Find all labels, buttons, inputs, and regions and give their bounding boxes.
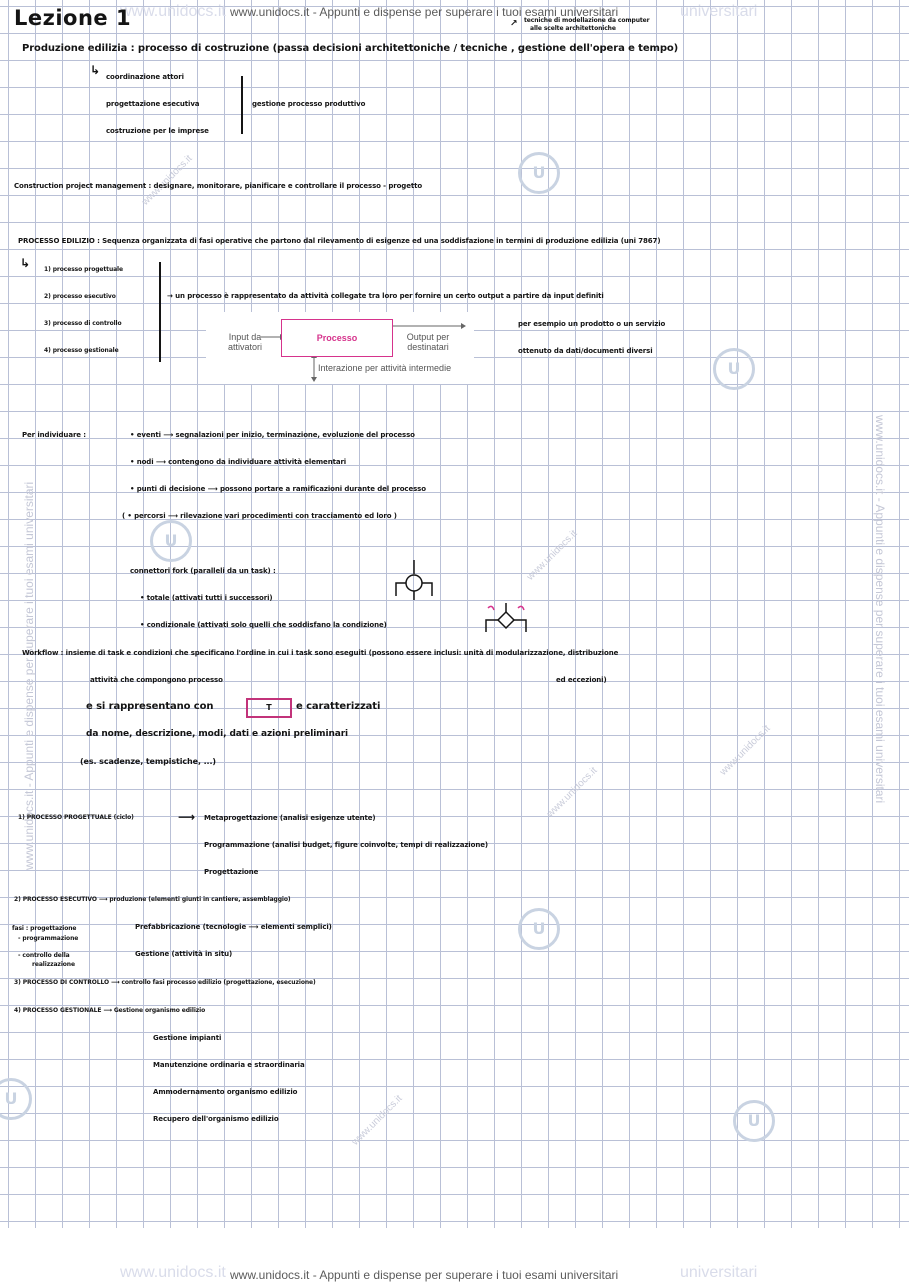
note-line: progettazione esecutiva: [106, 100, 200, 108]
note-line: per esempio un prodotto o un servizio: [518, 320, 666, 328]
note-line: attività che compongono processo: [90, 676, 223, 684]
note-line: 1) PROCESSO PROGETTUALE (ciclo): [18, 814, 134, 821]
note-line: 2) processo esecutivo: [44, 293, 116, 300]
note-line: Ammodernamento organismo edilizio: [153, 1088, 298, 1096]
arrow-icon: ↳: [90, 63, 101, 77]
note-line: gestione processo produttivo: [252, 100, 366, 108]
note-line: costruzione per le imprese: [106, 127, 209, 135]
note-line: • totale (attivati tutti i successori): [140, 594, 273, 602]
note-line: Prefabbricazione (tecnologie ⟶ elementi semplici): [135, 923, 332, 931]
note-line: Gestione impianti: [153, 1034, 222, 1042]
note-line: connettori fork (paralleli da un task) :: [130, 567, 276, 575]
unidocs-logo-icon: U: [0, 1078, 32, 1120]
page-title: Lezione 1: [14, 6, 132, 30]
note-line: - controllo della: [18, 952, 70, 959]
watermark-diag-1: www.unidocs.it: [140, 153, 195, 208]
unidocs-logo-icon: U: [713, 348, 755, 390]
note-line: e si rappresentano con: [86, 701, 214, 712]
note-line: Per individuare :: [22, 431, 86, 439]
note-line: PROCESSO EDILIZIO : Sequenza organizzata di fasi operative che partono dal rilevamento di esigenze ed una soddisfazione in termini di produzione edilizia (uni 7867): [18, 237, 661, 245]
watermark-diag-4: www.unidocs.it: [350, 1093, 405, 1148]
watermark-faint-bottom-right: universitari: [680, 1264, 758, 1281]
fork-total-icon: [392, 558, 438, 606]
brace-line: [159, 262, 161, 362]
note-line: e caratterizzati: [296, 701, 381, 712]
diagram-interaction-label: Interazione per attività intermedie: [318, 363, 452, 373]
note-line: Programmazione (analisi budget, figure coinvolte, tempi di realizzazione): [204, 841, 488, 849]
watermark-right: www.unidocs.it - Appunti e dispense per superare i tuoi esami universitari: [873, 415, 887, 804]
arrow-icon: ↳: [20, 256, 31, 270]
task-symbol: T: [246, 698, 292, 718]
note-line: realizzazione: [32, 961, 75, 968]
note-line: • punti di decisione ⟶ possono portare a ramificazioni durante del processo: [130, 485, 426, 493]
unidocs-logo-icon: U: [150, 520, 192, 562]
note-line: ( • percorsi ⟶ rilevazione vari procedimenti con tracciamento ed loro ): [122, 512, 397, 520]
watermark-diag-2: www.unidocs.it: [525, 528, 580, 583]
note-line: Gestione (attività in situ): [135, 950, 233, 958]
note-line: 2) PROCESSO ESECUTIVO ⟶ produzione (elementi giunti in cantiere, assemblaggio): [14, 896, 291, 903]
unidocs-logo-icon: U: [518, 908, 560, 950]
note-line: ed eccezioni): [556, 676, 607, 684]
note-line: ottenuto da dati/documenti diversi: [518, 347, 653, 355]
watermark-top: www.unidocs.it - Appunti e dispense per superare i tuoi esami universitari: [230, 5, 619, 19]
unidocs-logo-icon: U: [733, 1100, 775, 1142]
note-line: - programmazione: [18, 935, 79, 942]
watermark-left: www.unidocs.it - Appunti e dispense per superare i tuoi esami universitari: [22, 481, 36, 870]
fork-conditional-icon: [482, 602, 534, 638]
note-line: 4) PROCESSO GESTIONALE ⟶ Gestione organismo edilizio: [14, 1007, 206, 1014]
diagram-process-box: Processo: [281, 319, 393, 357]
note-line: coordinazione attori: [106, 73, 184, 81]
note-line: Metaprogettazione (analisi esigenze utente): [204, 814, 376, 822]
watermark-diag-5: www.unidocs.it: [545, 765, 600, 820]
note-line: 3) PROCESSO DI CONTROLLO ⟶ controllo fasi processo edilizio (progettazione, esecuzione): [14, 979, 316, 986]
watermark-faint-bottom-left: www.unidocs.it: [120, 1264, 226, 1281]
note-line: Progettazione: [204, 868, 259, 876]
note-line: • condizionale (attivati solo quelli che soddisfano la condizione): [140, 621, 387, 629]
note-line: 4) processo gestionale: [44, 347, 119, 354]
note-line: fasi : progettazione: [12, 925, 77, 932]
watermark-faint-top-left: www.unidocs.it: [120, 3, 226, 20]
watermark-bottom: www.unidocs.it - Appunti e dispense per superare i tuoi esami universitari: [230, 1268, 619, 1282]
diagram-output-label: Output per destinatari: [406, 332, 450, 353]
note-line: da nome, descrizione, modi, dati e azioni preliminari: [86, 729, 349, 739]
arrow-icon: ↗: [510, 19, 518, 29]
watermark-faint-top-right: universitari: [680, 3, 758, 20]
note-line: 1) processo progettuale: [44, 266, 123, 273]
note-line: → un processo è rappresentato da attività collegate tra loro per fornire un certo output a partire da input definiti: [167, 292, 604, 300]
note-line: Construction project management : designare, monitorare, pianificare e controllare il processo - progetto: [14, 182, 423, 190]
unidocs-logo-icon: U: [518, 152, 560, 194]
note-line: • nodi ⟶ contengono da individuare attività elementari: [130, 458, 347, 466]
diagram-input-label: Input da attivatori: [227, 332, 262, 353]
arrow-icon: ⟶: [178, 810, 196, 824]
brace-line: [241, 76, 243, 134]
note-line: Recupero dell'organismo edilizio: [153, 1115, 279, 1123]
top-note-line: tecniche di modellazione da computer: [524, 17, 650, 24]
note-line: (es. scadenze, tempistiche, ...): [80, 757, 216, 766]
note-line: 3) processo di controllo: [44, 320, 122, 327]
note-line: Produzione edilizia : processo di costruzione (passa decisioni architettoniche / tecniche , gestione dell'opera e tempo): [22, 43, 679, 54]
top-note-line: alle scelte architettoniche: [530, 25, 616, 32]
note-line: Workflow : insieme di task e condizioni che specificano l'ordine in cui i task sono eseguiti (possono essere inclusi: unità di modularizzazione, distribuzione: [22, 649, 619, 657]
note-line: • eventi ⟶ segnalazioni per inizio, terminazione, evoluzione del processo: [130, 431, 415, 439]
watermark-diag-3: www.unidocs.it: [718, 723, 773, 778]
note-line: Manutenzione ordinaria e straordinaria: [153, 1061, 305, 1069]
